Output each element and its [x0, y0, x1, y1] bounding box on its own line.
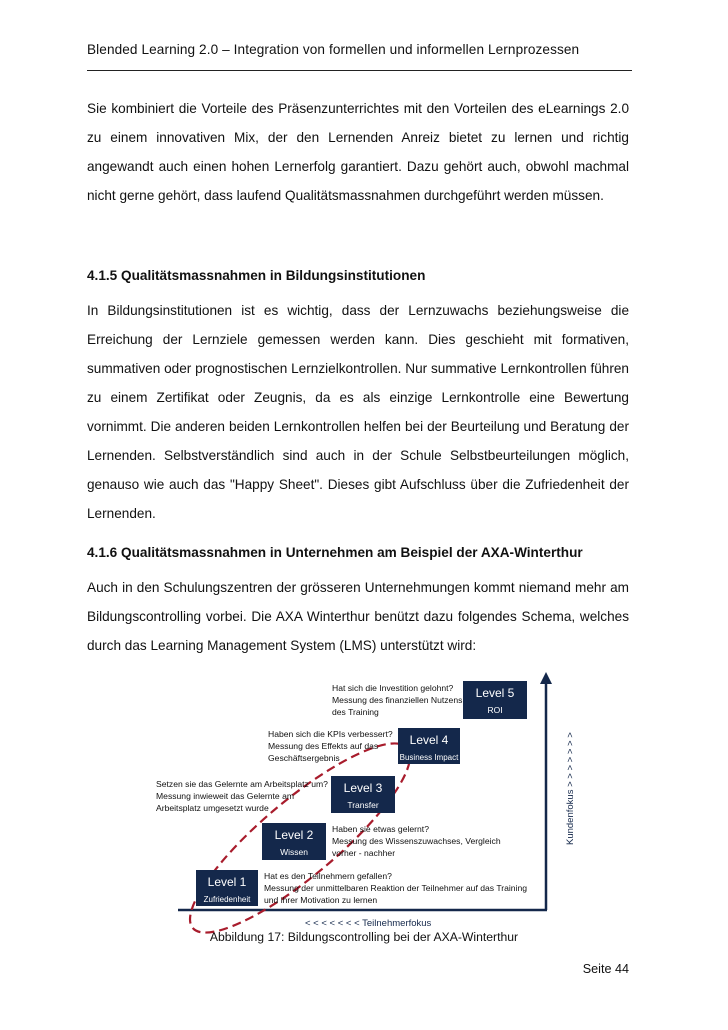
- paragraph-unternehmen: Auch in den Schulungszentren der grösseren Unternehmungen kommt niemand mehr am Bildungscontrolling vorbei. Die AXA Winterthur benützt dazu folgendes Schema, welches durch das Learning Management System (LMS) unterstützt wird:: [87, 580, 629, 653]
- level-2-question: Haben sie etwas gelernt?: [332, 824, 429, 834]
- heading-4-1-6: 4.1.6 Qualitätsmassnahmen in Unternehmen am Beispiel der AXA-Winterthur: [87, 545, 583, 560]
- level-4-measure: Messung des Effekts auf das: [268, 741, 379, 751]
- level-2-measure: Messung des Wissenszuwachses, Vergleich: [332, 836, 501, 846]
- level-4-measure-cont: Geschäftsergebnis: [268, 753, 340, 763]
- level-5-question: Hat sich die Investition gelohnt?: [332, 683, 454, 693]
- level-5-subtitle: ROI: [487, 705, 503, 715]
- level-3-measure-cont: Arbeitsplatz umgesetzt wurde: [156, 803, 269, 813]
- page-header-title: Blended Learning 2.0 – Integration von formellen und informellen Lernprozessen: [87, 42, 580, 57]
- y-axis-arrow-icon: [540, 672, 552, 684]
- paragraph-intro: Sie kombiniert die Vorteile des Präsenzunterrichtes mit den Vorteilen des eLearnings 2.0 zu einem innovativen Mix, der den Lernenden Anreiz bietet zu lernen und richtig angewandt auch einen hohen Lernerfolg garantiert. Dazu gehört auch, obwohl machmal nicht gerne gehört, dass laufend Qualitätsmassnahmen durchgeführt werden müssen.: [87, 101, 629, 203]
- paragraph-bildungsinstitutionen: In Bildungsinstitutionen ist es wichtig, dass der Lernzuwachs beziehungsweise die Erreichung der Lernziele gemessen werden kann. Dies geschieht mit formativen, summativen oder prognostischen Lernzielkontrollen. Nur summative Lernkontrollen führen zu einem Zertifikat oder Zeugnis, da es als einzige Lernkontrolle eine Bewertung vornimmt. Die anderen beiden Lernkontrollen helfen bei der Beurteilung und Beratung der Lernenden. Selbstverständlich sind auch in der Schule Selbstbeurteilungen möglich, genauso wie auch das "Happy Sheet". Dieses gibt Aufschluss über die Zufriedenheit der Lernenden.: [87, 303, 629, 521]
- level-5-measure-cont: des Training: [332, 707, 379, 717]
- figure-caption: Abbildung 17: Bildungscontrolling bei der AXA-Winterthur: [209, 930, 519, 944]
- level-3-measure: Messung inwieweit das Gelernte am: [156, 791, 295, 801]
- level-4-question: Haben sich die KPIs verbessert?: [268, 729, 393, 739]
- level-5-measure: Messung des finanziellen Nutzens: [332, 695, 463, 705]
- level-2-subtitle: Wissen: [280, 847, 308, 857]
- level-1-title: Level 1: [207, 875, 247, 889]
- level-3-subtitle: Transfer: [347, 800, 379, 810]
- level-1-subtitle: Zufriedenheit: [203, 895, 251, 904]
- level-2-title: Level 2: [274, 828, 314, 842]
- y-axis-label: Kundenfokus > > > > > > >: [565, 732, 576, 845]
- level-1-measure-cont: und ihrer Motivation zu lernen: [264, 895, 378, 905]
- level-5-title: Level 5: [475, 686, 515, 700]
- level-3-question: Setzen sie das Gelernte am Arbeitsplatz um?: [156, 779, 328, 789]
- level-1-question: Hat es den Teilnehmern gefallen?: [264, 871, 392, 881]
- level-1-measure: Messung der unmittelbaren Reaktion der Teilnehmer auf das Training: [264, 883, 528, 893]
- level-3-title: Level 3: [343, 781, 383, 795]
- level-4-subtitle: Business Impact: [399, 753, 459, 762]
- x-axis-label: < < < < < < < Teilnehmerfokus: [305, 918, 432, 929]
- level-4-title: Level 4: [409, 733, 449, 747]
- heading-4-1-5: 4.1.5 Qualitätsmassnahmen in Bildungsinstitutionen: [87, 268, 426, 283]
- level-2-measure-cont: vorher - nachher: [332, 848, 396, 858]
- page-number: Seite 44: [582, 962, 629, 976]
